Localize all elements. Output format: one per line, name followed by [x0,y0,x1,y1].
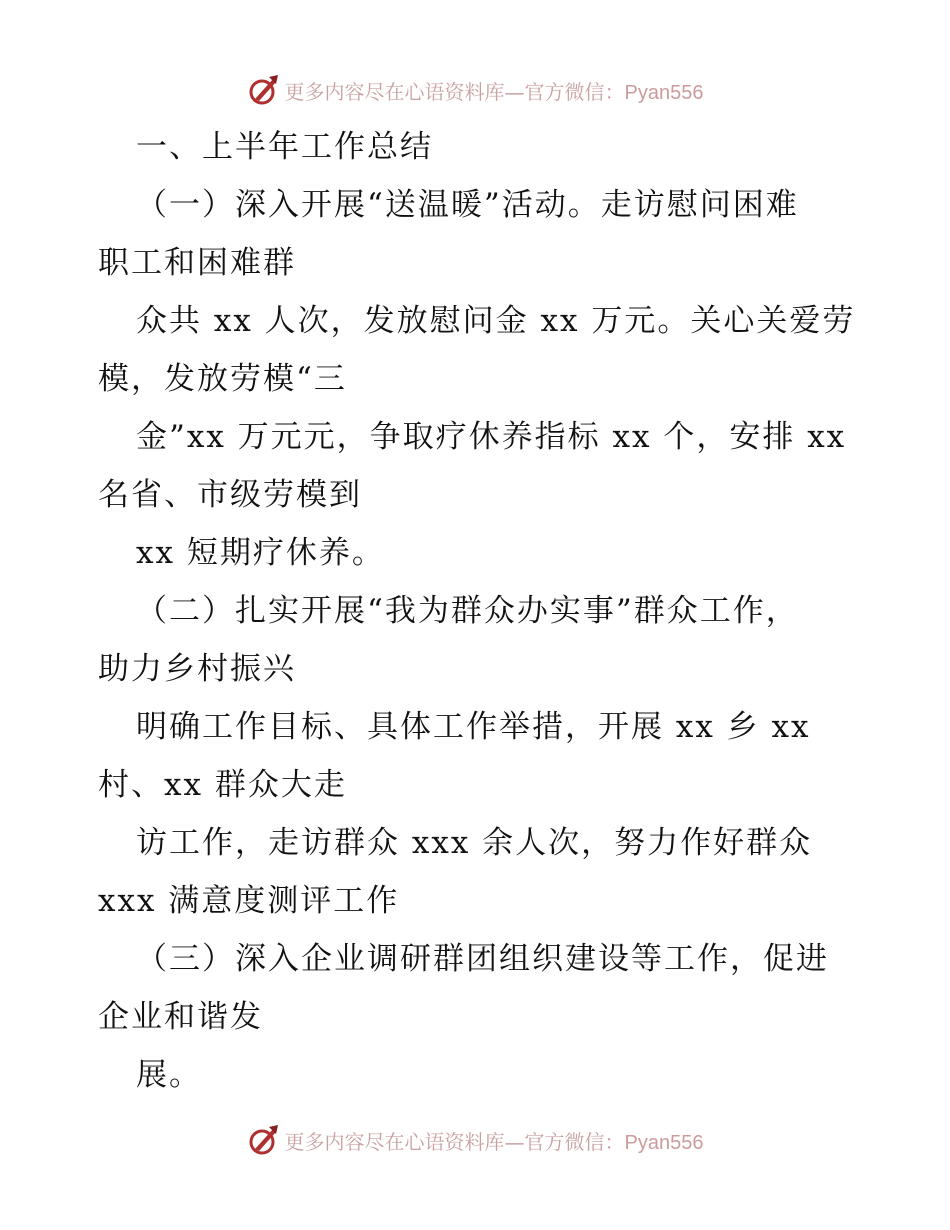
document-line: xxx 满意度测评工作 [98,883,400,919]
watermark-text [285,76,704,105]
watermark-text [285,1126,704,1155]
document-line: （二）扎实开展“我为群众办实事”群众工作， [136,593,799,629]
watermark-separator: — [504,79,525,104]
document-line: 明确工作目标、具体工作举措，开展 xx 乡 xx [136,709,811,745]
document-line: （一）深入开展“送温暖”活动。走访慰问困难 [136,187,799,223]
document-body [98,118,858,1104]
document-line: 助力乡村振兴 [98,651,296,687]
document-line: 模，发放劳模“三 [98,361,347,397]
document-line: 职工和困难群 [98,245,296,281]
document-line: 一、上半年工作总结 [136,129,433,165]
document-line: （三）深入企业调研群团组织建设等工作，促进 [136,941,829,977]
watermark-official-label: 官方微信： [524,79,625,104]
document-line: 企业和谐发 [98,999,263,1035]
document-line: 展。 [136,1057,202,1093]
watermark-site: 更多内容尽在心语资料库 [284,1129,505,1154]
footer-watermark [0,1120,950,1160]
watermark-separator: — [504,1129,525,1154]
watermark-wechat-id: Pyan556 [624,81,704,104]
watermark-wechat-id: Pyan556 [624,1131,704,1154]
document-line: 金”xx 万元元，争取疗休养指标 xx 个，安排 xx [136,419,847,455]
watermark-official-label: 官方微信： [524,1129,625,1154]
document-line: xx 短期疗休养。 [136,535,385,571]
watermark-site: 更多内容尽在心语资料库 [284,79,505,104]
header-watermark [0,70,950,110]
document-line: 名省、市级劳模到 [98,477,362,513]
document-line: 村、xx 群众大走 [98,767,347,803]
document-line: 访工作，走访群众 xxx 余人次，努力作好群众 [136,825,813,861]
quill-logo-icon [247,73,281,107]
document-line: 众共 xx 人次，发放慰问金 xx 万元。关心关爱劳 [136,303,856,339]
quill-logo-icon [247,1123,281,1157]
